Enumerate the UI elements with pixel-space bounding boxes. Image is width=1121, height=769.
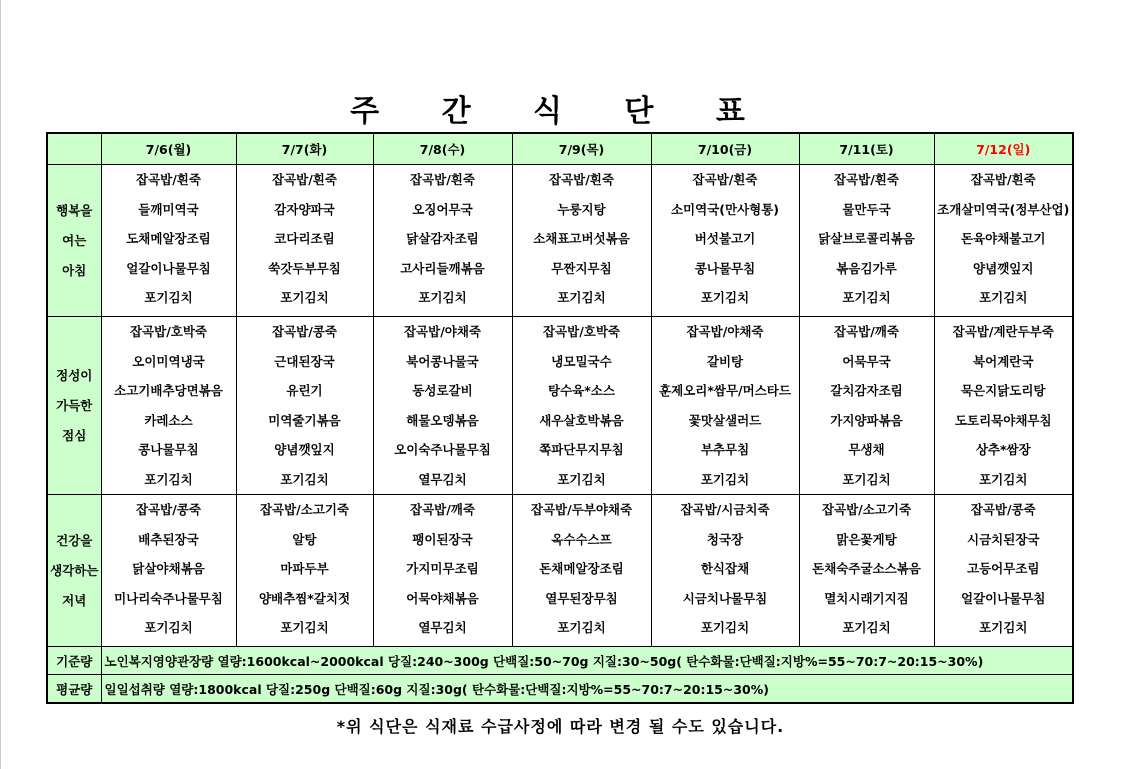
menu-cell bbox=[236, 165, 373, 317]
menu-item: 포기김치 bbox=[144, 290, 193, 305]
menu-item: 북어계란국 bbox=[973, 353, 1034, 369]
menu-item: 한식잡채 bbox=[700, 561, 750, 576]
menu-item: 포기김치 bbox=[557, 620, 606, 635]
menu-item: 잡곡밥/콩죽 bbox=[272, 324, 337, 339]
menu-item: 상추*쌈장 bbox=[975, 442, 1031, 457]
menu-item: 가지양파볶음 bbox=[830, 412, 903, 428]
menu-item: 포기김치 bbox=[557, 471, 606, 487]
menu-item: 오이미역냉국 bbox=[132, 353, 205, 369]
menu-cell bbox=[799, 165, 934, 317]
menu-item: 포기김치 bbox=[700, 471, 750, 487]
meal-label bbox=[47, 165, 101, 317]
menu-item: 부추무침 bbox=[700, 442, 750, 457]
breakfast-row bbox=[47, 165, 1073, 317]
menu-item: 포기김치 bbox=[144, 471, 193, 487]
menu-item: 잡곡밥/야채죽 bbox=[686, 324, 764, 339]
menu-item: 잡곡밥/흰죽 bbox=[410, 172, 475, 187]
menu-item: 고등어무조림 bbox=[967, 561, 1040, 576]
menu-item: 포기김치 bbox=[280, 290, 329, 305]
menu-item: 무생채 bbox=[848, 442, 885, 457]
menu-item: 포기김치 bbox=[557, 290, 606, 305]
menu-item: 시금치나물무침 bbox=[682, 590, 768, 606]
menu-item: 카레소스 bbox=[144, 412, 193, 428]
menu-item: 돈육야채불고기 bbox=[960, 231, 1046, 246]
menu-item: 잡곡밥/흰죽 bbox=[272, 172, 337, 187]
day-header: 7/8(수) bbox=[373, 133, 512, 165]
page-title: 주 간 식 단 표 bbox=[350, 94, 771, 129]
menu-item: 마파두부 bbox=[280, 561, 329, 576]
menu-item: 어묵야채볶음 bbox=[406, 590, 479, 606]
menu-cell bbox=[651, 165, 799, 317]
menu-item: 가지미무조림 bbox=[406, 561, 479, 576]
menu-item: 멸치시래기지짐 bbox=[824, 590, 909, 606]
menu-item: 닭살브로콜리볶음 bbox=[818, 231, 915, 246]
menu-item: 잡곡밥/시금치죽 bbox=[680, 502, 770, 517]
meal-label-line: 여는 bbox=[62, 232, 87, 248]
menu-cell bbox=[512, 165, 651, 317]
menu-cell bbox=[101, 495, 236, 647]
menu-item: 얼갈이나물무침 bbox=[960, 590, 1046, 606]
menu-item: 유린기 bbox=[286, 383, 323, 398]
menu-item: 잡곡밥/소고기죽 bbox=[821, 502, 912, 517]
standard-label: 기준량 bbox=[47, 647, 101, 675]
menu-item: 소채표고버섯볶음 bbox=[533, 231, 630, 246]
menu-item: 냉모밀국수 bbox=[551, 353, 612, 369]
meal-label bbox=[47, 317, 101, 495]
menu-item: 새우살호박볶음 bbox=[539, 412, 624, 428]
day-header: 7/11(토) bbox=[799, 133, 934, 165]
menu-item: 콩나물무침 bbox=[138, 442, 199, 457]
menu-item: 잡곡밥/야채죽 bbox=[403, 324, 482, 339]
menu-item: 근대된장국 bbox=[274, 353, 335, 369]
menu-item: 알탕 bbox=[292, 531, 317, 547]
menu-item: 어묵무국 bbox=[842, 353, 891, 369]
menu-item: 잡곡밥/소고기죽 bbox=[259, 502, 350, 517]
menu-item: 누룽지탕 bbox=[557, 201, 606, 217]
menu-item: 꽃맛살샐러드 bbox=[688, 412, 762, 428]
menu-item: 쑥갓두부무침 bbox=[268, 260, 341, 276]
day-header-sunday: 7/12(일) bbox=[934, 133, 1073, 165]
menu-item: 잡곡밥/호박죽 bbox=[542, 324, 621, 339]
average-text: 일일섭취량 열량:1800kcal 당질:250g 단백질:60g 지질:30g( 탄수화물:단백질:지방%=55~70:7~20:15~30%) bbox=[101, 675, 1073, 704]
menu-cell bbox=[101, 165, 236, 317]
menu-item: 탕수육*소스 bbox=[548, 383, 615, 398]
menu-item: 잡곡밥/호박죽 bbox=[129, 324, 208, 339]
menu-item: 포기김치 bbox=[979, 620, 1028, 635]
menu-item: 쪽파단무지무침 bbox=[539, 442, 624, 457]
header-corner bbox=[47, 133, 101, 165]
menu-item: 갈비탕 bbox=[706, 353, 744, 369]
menu-item: 잡곡밥/깨죽 bbox=[834, 324, 899, 339]
menu-cell bbox=[651, 317, 799, 495]
meal-label-line: 행복을 bbox=[56, 202, 93, 218]
day-header: 7/7(화) bbox=[236, 133, 373, 165]
standard-row bbox=[47, 647, 1073, 675]
day-header: 7/6(월) bbox=[101, 133, 236, 165]
menu-item: 잡곡밥/계란두부죽 bbox=[952, 324, 1054, 339]
menu-item: 포기김치 bbox=[979, 471, 1028, 487]
menu-cell bbox=[373, 317, 512, 495]
menu-item: 북어콩나물국 bbox=[406, 353, 479, 369]
menu-cell bbox=[236, 317, 373, 495]
menu-item: 미역줄기볶음 bbox=[268, 412, 341, 428]
menu-item: 팽이된장국 bbox=[412, 531, 473, 547]
menu-item: 오이숙주나물무침 bbox=[394, 442, 491, 457]
menu-item: 무짠지무침 bbox=[551, 260, 612, 276]
menu-item: 소고기배추당면볶음 bbox=[114, 383, 223, 398]
menu-item: 훈제오리*쌈무/머스타드 bbox=[659, 383, 791, 398]
menu-cell bbox=[799, 495, 934, 647]
menu-item: 포기김치 bbox=[842, 471, 891, 487]
menu-item: 양배추찜*갈치젓 bbox=[258, 590, 351, 606]
menu-item: 도채메알장조림 bbox=[126, 231, 211, 246]
menu-cell bbox=[373, 165, 512, 317]
menu-item: 포기김치 bbox=[700, 290, 750, 305]
menu-item: 잡곡밥/흰죽 bbox=[549, 172, 614, 187]
menu-item: 잡곡밥/콩죽 bbox=[970, 502, 1036, 517]
lunch-row bbox=[47, 317, 1073, 495]
menu-item: 포기김치 bbox=[842, 290, 891, 305]
menu-item: 들깨미역국 bbox=[138, 201, 199, 217]
meal-label-line: 아침 bbox=[62, 262, 87, 278]
menu-item: 해물오뎅볶음 bbox=[406, 412, 479, 428]
footer-note: *위 식단은 식재료 수급사정에 따라 변경 될 수도 있습니다. bbox=[336, 717, 785, 736]
menu-item: 조개살미역국(정부산업) bbox=[937, 201, 1070, 217]
menu-item: 얼갈이나물무침 bbox=[126, 260, 211, 276]
meal-label-line: 정성이 bbox=[56, 367, 93, 383]
menu-item: 잡곡밥/콩죽 bbox=[136, 502, 201, 517]
menu-item: 배추된장국 bbox=[138, 531, 199, 547]
dinner-row bbox=[47, 495, 1073, 647]
menu-cell bbox=[512, 317, 651, 495]
menu-item: 잡곡밥/흰죽 bbox=[970, 172, 1036, 187]
menu-item: 열무된장무침 bbox=[545, 590, 618, 606]
menu-item: 콩나물무침 bbox=[694, 260, 756, 276]
meal-label-line: 점심 bbox=[62, 427, 87, 443]
menu-item: 포기김치 bbox=[280, 620, 329, 635]
menu-cell bbox=[934, 165, 1073, 317]
day-header: 7/9(목) bbox=[512, 133, 651, 165]
menu-item: 포기김치 bbox=[700, 620, 750, 635]
menu-cell bbox=[101, 317, 236, 495]
menu-item: 코다리조림 bbox=[274, 231, 335, 246]
menu-item: 포기김치 bbox=[280, 471, 329, 487]
menu-item: 잡곡밥/깨죽 bbox=[410, 502, 475, 517]
menu-item: 양념깻잎지 bbox=[274, 442, 335, 457]
weekly-menu-table bbox=[46, 132, 1074, 704]
menu-item: 물만두국 bbox=[842, 201, 891, 217]
menu-item: 묵은지닭도리탕 bbox=[960, 383, 1046, 398]
average-row bbox=[47, 675, 1073, 704]
menu-item: 돈채숙주굴소스볶음 bbox=[812, 561, 921, 576]
menu-item: 닭살감자조림 bbox=[406, 231, 479, 246]
menu-item: 양념깻잎지 bbox=[973, 260, 1034, 276]
menu-item: 소미역국(만사형통) bbox=[670, 201, 780, 217]
menu-item: 오징어무국 bbox=[412, 201, 473, 217]
menu-item: 버섯불고기 bbox=[694, 231, 756, 246]
header-row bbox=[47, 133, 1073, 165]
menu-item: 청국장 bbox=[706, 531, 744, 547]
menu-cell bbox=[934, 495, 1073, 647]
menu-item: 잡곡밥/흰죽 bbox=[136, 172, 201, 187]
menu-item: 동성로갈비 bbox=[412, 383, 473, 398]
menu-item: 포기김치 bbox=[842, 620, 891, 635]
menu-item: 열무김치 bbox=[418, 471, 467, 487]
menu-item: 돈채메알장조림 bbox=[539, 561, 624, 576]
day-header: 7/10(금) bbox=[651, 133, 799, 165]
menu-item: 잡곡밥/두부야채죽 bbox=[530, 502, 633, 517]
average-label: 평균량 bbox=[47, 675, 101, 704]
menu-item: 잡곡밥/흰죽 bbox=[692, 172, 758, 187]
menu-item: 포기김치 bbox=[144, 620, 193, 635]
menu-item: 시금치된장국 bbox=[967, 531, 1040, 547]
menu-cell bbox=[236, 495, 373, 647]
meal-label-line: 건강을 bbox=[56, 532, 93, 548]
meal-label-line: 가득한 bbox=[56, 397, 93, 413]
meal-label-line: 저녁 bbox=[62, 592, 87, 608]
menu-item: 포기김치 bbox=[979, 290, 1028, 305]
menu-cell bbox=[799, 317, 934, 495]
meal-label bbox=[47, 495, 101, 647]
menu-item: 닭살야채볶음 bbox=[132, 561, 205, 576]
menu-item: 포기김치 bbox=[418, 290, 467, 305]
menu-item: 미나리숙주나물무침 bbox=[114, 590, 223, 606]
menu-item: 갈치감자조림 bbox=[830, 383, 903, 398]
menu-cell bbox=[651, 495, 799, 647]
menu-cell bbox=[934, 317, 1073, 495]
menu-item: 맑은꽃게탕 bbox=[836, 531, 897, 547]
menu-cell bbox=[512, 495, 651, 647]
meal-label-line: 생각하는 bbox=[50, 562, 99, 578]
menu-item: 옥수수스프 bbox=[551, 531, 612, 547]
menu-item: 볶음김가루 bbox=[836, 260, 897, 276]
standard-text: 노인복지영양관장량 열량:1600kcal~2000kcal 당질:240~300g 단백질:50~70g 지질:30~50g( 탄수화물:단백질:지방%=55~70:7~20:15~30%) bbox=[101, 647, 1073, 675]
menu-item: 고사리들깨볶음 bbox=[400, 260, 485, 276]
menu-cell bbox=[373, 495, 512, 647]
menu-item: 잡곡밥/흰죽 bbox=[834, 172, 899, 187]
menu-item: 감자양파국 bbox=[274, 201, 335, 217]
menu-item: 열무김치 bbox=[418, 620, 467, 635]
menu-item: 도토리묵야채무침 bbox=[954, 412, 1052, 428]
